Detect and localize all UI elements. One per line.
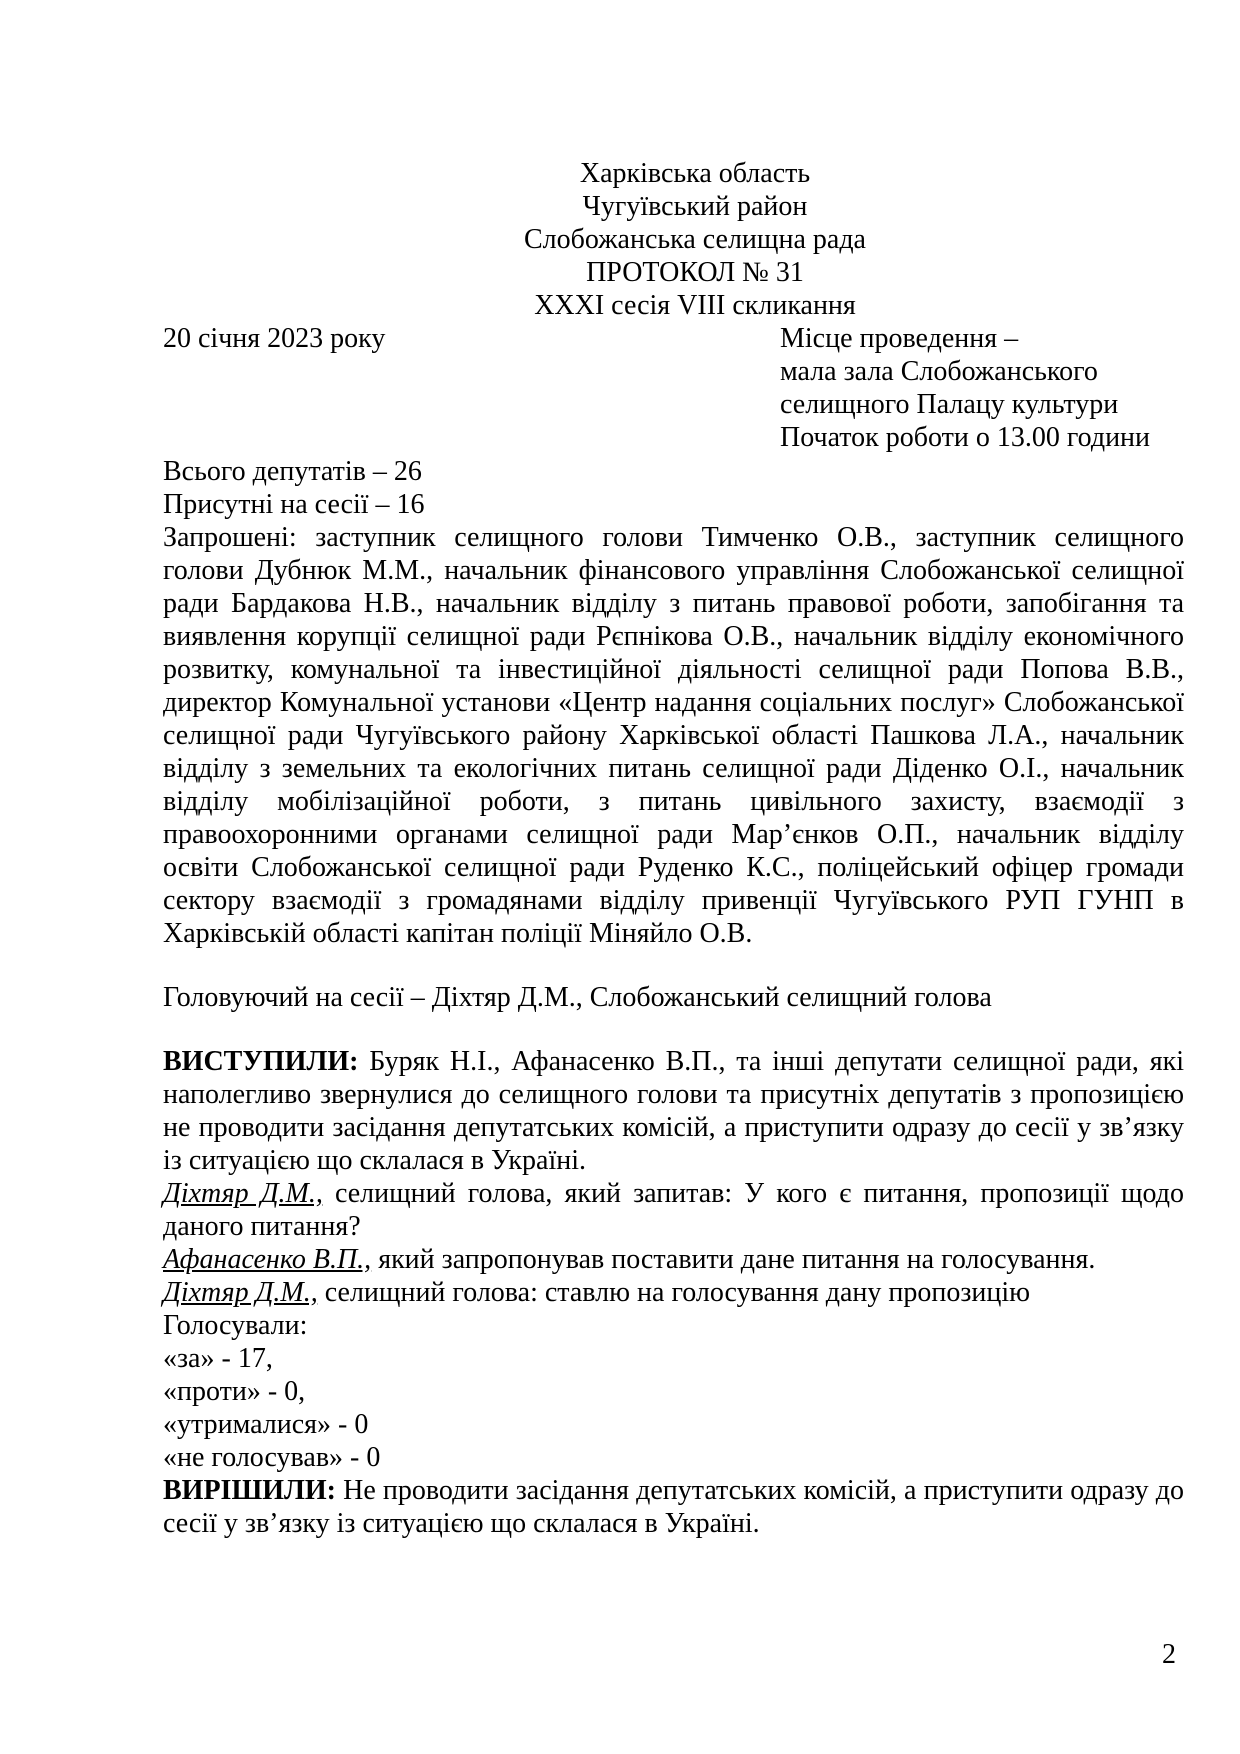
decision-label: ВИРІШИЛИ: [163, 1475, 336, 1506]
place-line: Місце проведення – [780, 323, 1019, 354]
page-number: 2 [1162, 1639, 1176, 1670]
remark-paragraph [163, 1276, 1184, 1309]
remark-text: який запропонував поставити дане питання на голосування. [371, 1244, 1096, 1275]
total-deputies: Всього депутатів – 26 [163, 456, 422, 487]
meeting-date: 20 січня 2023 року [163, 323, 386, 354]
speaker-name: Афанасенко В.П., [163, 1244, 372, 1275]
district-line: Чугуївський район [582, 191, 808, 222]
council-line: Слобожанська селищна рада [524, 224, 866, 255]
start-time-line: Початок роботи о 13.00 години [780, 422, 1151, 453]
remark-paragraph [163, 1177, 1184, 1243]
session-line: XXXI сесія VIII скликання [534, 290, 856, 321]
spoke-label: ВИСТУПИЛИ: [163, 1046, 359, 1077]
document-header [0, 157, 1240, 322]
protocol-title: ПРОТОКОЛ № 31 [586, 257, 804, 288]
protocol-body [163, 455, 1184, 1540]
meeting-place [780, 322, 1150, 454]
decision-text: Не проводити засідання депутатських комісій, а приступити одразу до сесії у зв’язку із ситуацією що склалася в Україні. [163, 1475, 1184, 1539]
remark-text: селищний голова, який запитав: У кого є питання, пропозиції щодо даного питання? [163, 1178, 1184, 1242]
vote-not-voted: «не голосував» - 0 [163, 1442, 381, 1473]
place-line: селищного Палацу культури [780, 389, 1119, 420]
place-line: мала зала Слобожанського [780, 356, 1098, 387]
invited-paragraph: Запрошені: заступник селищного голови Тимченко О.В., заступник селищного голови Дубнюк М.М., начальник фінансового управління Слобожанської селищної ради Бардакова Н.В., начальник відділу з питань правової роботи, запобігання та виявлення корупції селищної ради Рєпнікова О.В., начальник відділу економічного розвитку, комунальної та інвестиційної діяльності селищної ради Попова В.В., директор Комунальної установи «Центр надання соціальних послуг» Слобожанської селищної ради Чугуївського району Харківської області Пашкова Л.А., начальник відділу з земельних та екологічних питань селищної ради Діденко О.І., начальник відділу мобілізаційної роботи, з питань цивільного захисту, взаємодії з правоохоронними органами селищної ради Мар’єнков О.П., начальник відділу освіти Слобожанської селищної ради Руденко К.С., поліцейський офіцер громади сектору взаємодії з громадянами відділу привенції Чугуївського РУП ГУНП в Харківській області капітан поліції Міняйло О.В. [163, 522, 1184, 949]
remark-paragraph [163, 1243, 1184, 1276]
remark-text: селищний голова: ставлю на голосування дану пропозицію [317, 1277, 1031, 1308]
region-line: Харківська область [579, 158, 811, 189]
vote-title: Голосували: [163, 1310, 308, 1341]
vote-against: «проти» - 0, [163, 1376, 306, 1407]
vote-abstained: «утрималися» - 0 [163, 1409, 369, 1440]
speaker-name: Діхтяр Д.М., [163, 1277, 318, 1308]
vote-for: «за» - 17, [163, 1343, 273, 1374]
speaker-name: Діхтяр Д.М., [163, 1178, 323, 1209]
decision-paragraph [163, 1474, 1184, 1540]
spoke-text: Буряк Н.І., Афанасенко В.П., та інші депутати селищної ради, які наполегливо звернулися до селищного голови та присутніх депутатів з пропозицією не проводити засідання депутатських комісій, а приступити одразу до сесії у зв’язку із ситуацією що склалася в Україні. [163, 1046, 1184, 1176]
spoke-paragraph [163, 1045, 1184, 1177]
chair-line: Головуючий на сесії – Діхтяр Д.М., Слобожанський селищний голова [163, 982, 992, 1013]
present-deputies: Присутні на сесії – 16 [163, 489, 425, 520]
